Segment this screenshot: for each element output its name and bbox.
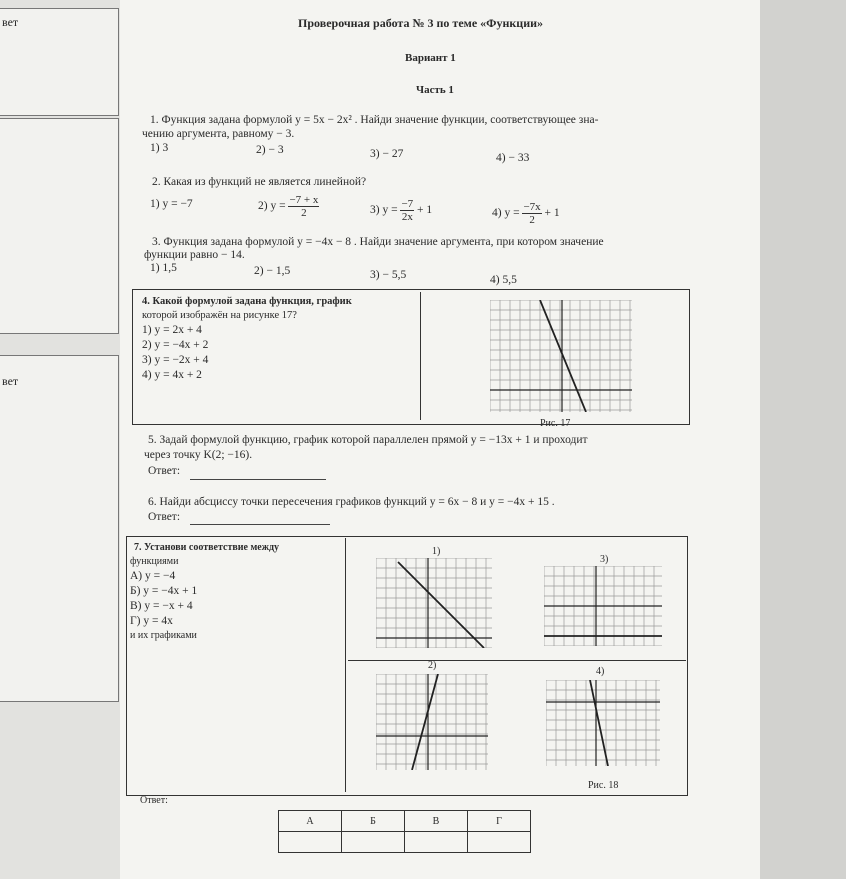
answer-col-header: Г [468, 811, 531, 832]
graph-4 [546, 680, 660, 766]
q7-divider-v [345, 538, 346, 792]
q3-text-cont: функции равно − 14. [144, 249, 245, 261]
right-strip [760, 0, 846, 879]
answer-cell[interactable] [468, 832, 531, 853]
answer-box-top [0, 8, 119, 116]
answer-box-low [0, 355, 119, 702]
answer-cell[interactable] [279, 832, 342, 853]
left-panel [0, 0, 120, 879]
answer-cell[interactable] [342, 832, 405, 853]
fraction [400, 198, 414, 223]
q3-option: 2) − 1,5 [254, 265, 291, 277]
q5-answer-line[interactable] [190, 479, 326, 480]
q1-option: 4) − 33 [496, 152, 530, 164]
numerator: −7x [523, 201, 541, 213]
answer-col-header: В [405, 811, 468, 832]
q1-option: 2) − 3 [256, 144, 284, 156]
graph-1 [376, 558, 492, 648]
page-title: Проверочная работа № 3 по теме «Функции» [298, 16, 544, 30]
q2-option [258, 194, 319, 219]
graph-2 [376, 674, 488, 770]
worksheet-page [120, 0, 760, 879]
q1-option: 1) 3 [150, 142, 169, 154]
q6-answer-line[interactable] [190, 524, 330, 525]
q7-text-tail: и их графиками [130, 630, 197, 641]
q7-text-cont: функциями [130, 556, 179, 567]
q1-option: 3) − 27 [370, 148, 404, 160]
q1-text-cont: чению аргумента, равному − 3. [142, 128, 295, 140]
q4-option: 2) y = −4x + 2 [142, 339, 209, 351]
graph3-label: 3) [600, 554, 609, 565]
q7-divider-h [348, 660, 686, 661]
fraction [288, 194, 319, 219]
q6-text: 6. Найди абсциссу точки пересечения графиков функций y = 6x − 8 и y = −4x + 15 . [148, 496, 555, 508]
denominator: 2 [529, 214, 535, 226]
answer-table-row [279, 832, 531, 853]
q4-text: 4. Какой формулой задана функция, график [142, 296, 352, 307]
q2-option [492, 201, 560, 226]
q2-text: 2. Какая из функций не является линейной? [152, 176, 367, 188]
q7-option: Б) y = −4x + 1 [130, 585, 198, 597]
q2-o4-suffix: + 1 [544, 207, 560, 220]
q2-o2-prefix: 2) y = [258, 200, 286, 213]
fraction [522, 201, 541, 226]
numerator: −7 [401, 198, 414, 210]
numerator: −7 + x [289, 194, 319, 206]
q2-option [370, 198, 432, 223]
q5-answer-label: Ответ: [148, 465, 181, 477]
fig18-caption: Рис. 18 [588, 780, 619, 791]
variant-label: Вариант 1 [405, 52, 456, 64]
answer-table-header [279, 811, 531, 832]
q5-text: 5. Задай формулой функцию, график которой параллелен прямой y = −13x + 1 и проходит [148, 434, 588, 446]
q4-text-cont: которой изображён на рисунке 17? [142, 310, 297, 321]
denominator: 2x [401, 211, 413, 223]
q4-option: 1) y = 2x + 4 [142, 324, 202, 336]
q7-option: Г) y = 4x [130, 615, 173, 627]
side-label-mid: вет [2, 374, 19, 388]
q1-text: 1. Функция задана формулой y = 5x − 2x² . Найди значение функции, соответствующее зна- [150, 114, 599, 126]
answer-box-mid [0, 118, 119, 334]
graph1-label: 1) [432, 546, 441, 557]
answer-col-header: Б [342, 811, 405, 832]
q5-text-cont: через точку K(2; −16). [144, 449, 253, 461]
graph-3 [544, 566, 662, 646]
graph2-label: 2) [428, 660, 437, 671]
answer-col-header: А [279, 811, 342, 832]
q2-o4-prefix: 4) y = [492, 207, 520, 220]
fig17-caption: Рис. 17 [540, 418, 571, 429]
denominator: 2 [301, 207, 307, 219]
q4-option: 3) y = −2x + 4 [142, 354, 209, 366]
q4-divider [420, 292, 421, 420]
q7-option: А) y = −4 [130, 570, 176, 582]
q3-text: 3. Функция задана формулой y = −4x − 8 . Найди значение аргумента, при котором значение [152, 236, 604, 248]
graph-fig17 [490, 300, 632, 412]
q2-o3-prefix: 3) y = [370, 204, 398, 217]
answer-cell[interactable] [405, 832, 468, 853]
final-answer-label: Ответ: [140, 795, 168, 806]
side-label-top: вет [2, 15, 19, 29]
q7-option: В) y = −x + 4 [130, 600, 193, 612]
q2-option: 1) y = −7 [150, 198, 193, 210]
answer-table [278, 810, 531, 853]
graph4-label: 4) [596, 666, 605, 677]
q4-option: 4) y = 4x + 2 [142, 369, 202, 381]
q3-option: 1) 1,5 [150, 262, 177, 274]
part-label: Часть 1 [416, 84, 454, 96]
q3-option: 3) − 5,5 [370, 269, 407, 281]
q2-o3-suffix: + 1 [417, 204, 433, 217]
q3-option: 4) 5,5 [490, 274, 517, 286]
q6-answer-label: Ответ: [148, 511, 181, 523]
q7-text: 7. Установи соответствие между [134, 542, 280, 553]
